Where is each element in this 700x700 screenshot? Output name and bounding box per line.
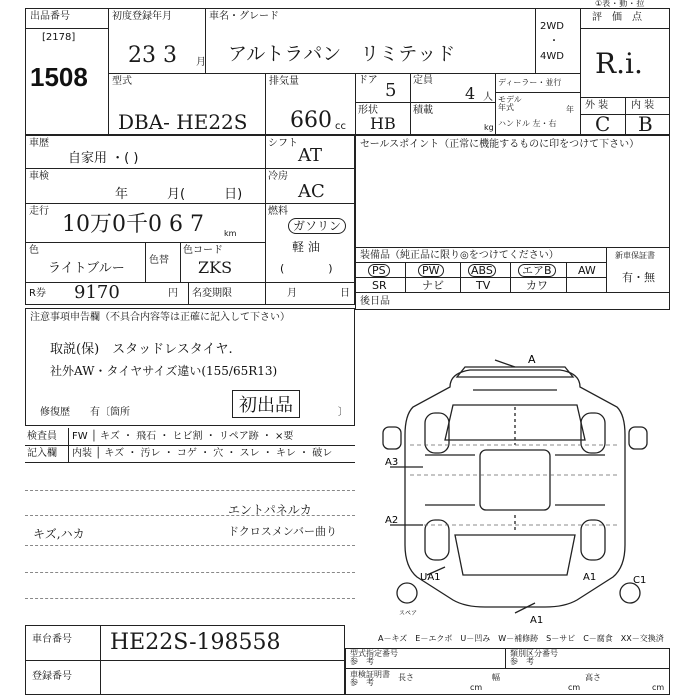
equip-kawa: カワ — [526, 279, 548, 292]
equip-navi: ナビ — [422, 279, 444, 292]
equip-airbag: エアB — [518, 264, 556, 277]
equip-abs: ABS — [468, 264, 496, 277]
diagram-label-a1-bottom: A1 — [530, 615, 544, 626]
chassis-label: 車台番号 — [32, 634, 72, 645]
shape-value: HB — [370, 114, 396, 133]
capacity-label: 定員 — [413, 75, 433, 86]
ac-value: AC — [298, 181, 325, 202]
cm-unit-1: cm — [470, 683, 483, 692]
exterior-label: 外 装 — [585, 100, 609, 111]
first-reg-label: 初度登録年月 — [112, 11, 172, 22]
recorder-label: 記入欄 — [27, 448, 57, 459]
diagram-label-a1: A1 — [583, 572, 597, 583]
year-unit: 年 — [566, 105, 574, 114]
lot-label: 出品番号 — [30, 11, 70, 22]
fuel-gasoline: ガソリン — [288, 218, 346, 234]
color-code-label: 色コード — [183, 245, 223, 256]
r-ticket-label: R券 — [29, 288, 46, 299]
yen-unit: 円 — [168, 288, 178, 299]
fuel-paren: ( ) — [280, 262, 333, 275]
drive-2wd: 2WD — [540, 21, 564, 32]
selling-points-label: セールスポイント（正常に機能するものに印をつけて下さい） — [360, 139, 640, 150]
title-deadline-label: 名変期限 — [192, 288, 232, 299]
displacement-value: 660 — [290, 108, 332, 133]
inspector-label: 検査員 — [27, 431, 57, 442]
dealer-label: ディーラー・並行 — [498, 78, 562, 87]
r-ticket-value: 9170 — [74, 282, 120, 303]
eval-value: R.i. — [595, 47, 643, 80]
door-value: 5 — [385, 80, 397, 101]
note-line-1: 取説(保) スタッドレスタイヤ. — [50, 342, 233, 357]
month-char: 月 — [287, 288, 297, 299]
car-name-value: アルトラパン リミテッド — [228, 43, 456, 65]
mileage-label: 走行 — [29, 206, 49, 217]
type-designation-label: 型式指定番号 参 考 — [350, 649, 398, 666]
color-code-value: ZKS — [198, 258, 233, 277]
person-unit: 人 — [483, 92, 493, 103]
shift-label: シフト — [268, 138, 298, 149]
diagram-label-ua1: UA1 — [420, 572, 441, 583]
model-value: DBA- HE22S — [118, 110, 248, 134]
shape-label: 形状 — [358, 105, 378, 116]
inspector-row-2: 内装 │ キズ ・ 汚レ ・ コゲ ・ 穴 ・ スレ ・ キレ ・ 破レ — [72, 448, 333, 459]
shift-value: AT — [298, 145, 323, 166]
fuel-diesel: 軽 油 — [292, 240, 320, 254]
cm-unit-2: cm — [568, 683, 581, 692]
inspection-value: 年 月( 日) — [115, 187, 243, 202]
drive-4wd: 4WD — [540, 51, 564, 62]
warranty-label: 新車保証書 — [615, 251, 655, 260]
first-listing-stamp: 初出品 — [232, 390, 300, 418]
exterior-grade: C — [595, 112, 611, 136]
equip-ps: PS — [368, 264, 390, 277]
displacement-label: 排気量 — [269, 76, 299, 87]
top-note: ①表 ･ 動 ･ 拉 — [595, 0, 645, 8]
day-char: 日 — [340, 288, 350, 299]
reg-number-label: 登録番号 — [32, 671, 72, 682]
handle-label: ハンドル 左・右 — [498, 119, 557, 128]
diagram-label-c1: C1 — [633, 575, 647, 586]
chassis-value: HE22S-198558 — [110, 630, 281, 655]
lot-sub: [2178] — [42, 32, 76, 43]
color-value: ライトブルー — [48, 261, 125, 276]
lot-number: 1508 — [30, 62, 88, 92]
color-change-label: 色替 — [149, 255, 169, 266]
model-label: 型式 — [112, 76, 132, 87]
diagram-label-a2: A2 — [385, 515, 399, 526]
equipment-label: 装備品（純正品に限り◎をつけてください） — [360, 250, 559, 261]
note-line-2: 社外AW・タイヤサイズ違い(155/65R13) — [50, 364, 278, 378]
equip-aw: AW — [578, 264, 596, 277]
mileage-value: 10万0千0 6 7 — [62, 212, 204, 237]
month-unit: 月 — [196, 57, 206, 68]
repair-close: 〕 — [338, 407, 348, 418]
notes-label: 注意事項申告欄（不具合内容等は正確に記入して下さい） — [30, 312, 290, 323]
interior-grade: B — [638, 112, 653, 136]
hw-scratch: キズ,ハカ — [33, 527, 85, 541]
model-year-label: モデル 年式 — [498, 95, 522, 112]
damage-legend: A－キズ E－エクボ U－凹み W－補修跡 S－サビ C－腐食 XX－交換済 — [378, 634, 664, 643]
capacity-value: 4 — [465, 84, 476, 103]
cc-unit: cc — [335, 121, 346, 132]
equip-sr: SR — [372, 279, 387, 292]
cm-unit-3: cm — [652, 683, 665, 692]
history-label: 車歴 — [29, 138, 49, 149]
ac-label: 冷房 — [268, 171, 288, 182]
length-label: 長さ — [398, 673, 414, 682]
diagram-label-spare: スペア — [399, 610, 418, 617]
repair-label: 修復歴 有〔箇所 — [40, 407, 130, 418]
payload-label: 積載 — [413, 105, 433, 116]
color-label: 色 — [29, 245, 39, 256]
km-unit: km — [224, 229, 237, 238]
door-label: ドア — [358, 75, 378, 86]
equip-tv: TV — [476, 279, 491, 292]
dimensions-label: 車検証明書 参 考 — [350, 670, 390, 687]
history-value: 自家用 ・( ) — [68, 151, 139, 166]
warranty-value: 有・無 — [622, 271, 655, 284]
width-label: 幅 — [492, 673, 500, 682]
inspection-label: 車検 — [29, 171, 49, 182]
diagram-label-a3: A3 — [385, 457, 399, 468]
hw-crossmember: ドクロスメンバー曲り — [228, 525, 338, 538]
hw-entrance: エントパネルカ — [228, 503, 312, 517]
height-label: 高さ — [585, 673, 601, 682]
car-name-label: 車名・グレード — [209, 11, 279, 22]
kg-unit: kg — [484, 123, 494, 132]
first-reg-value: 23 3 — [128, 43, 177, 68]
diagram-label-a: A — [528, 353, 536, 366]
drive-dot: ・ — [549, 36, 559, 47]
interior-label: 内 装 — [631, 100, 655, 111]
equip-pw: PW — [418, 264, 444, 277]
eval-label: 評 価 点 — [592, 12, 642, 23]
car-damage-diagram — [355, 345, 670, 630]
fuel-label: 燃料 — [268, 206, 288, 217]
inspector-row-1: FW │ キズ ・ 飛石 ・ ヒビ割 ・ リペア跡 ・ ×要 — [72, 431, 294, 442]
post-install-label: 後日品 — [360, 296, 390, 307]
category-label: 類別区分番号 参 考 — [510, 649, 558, 666]
